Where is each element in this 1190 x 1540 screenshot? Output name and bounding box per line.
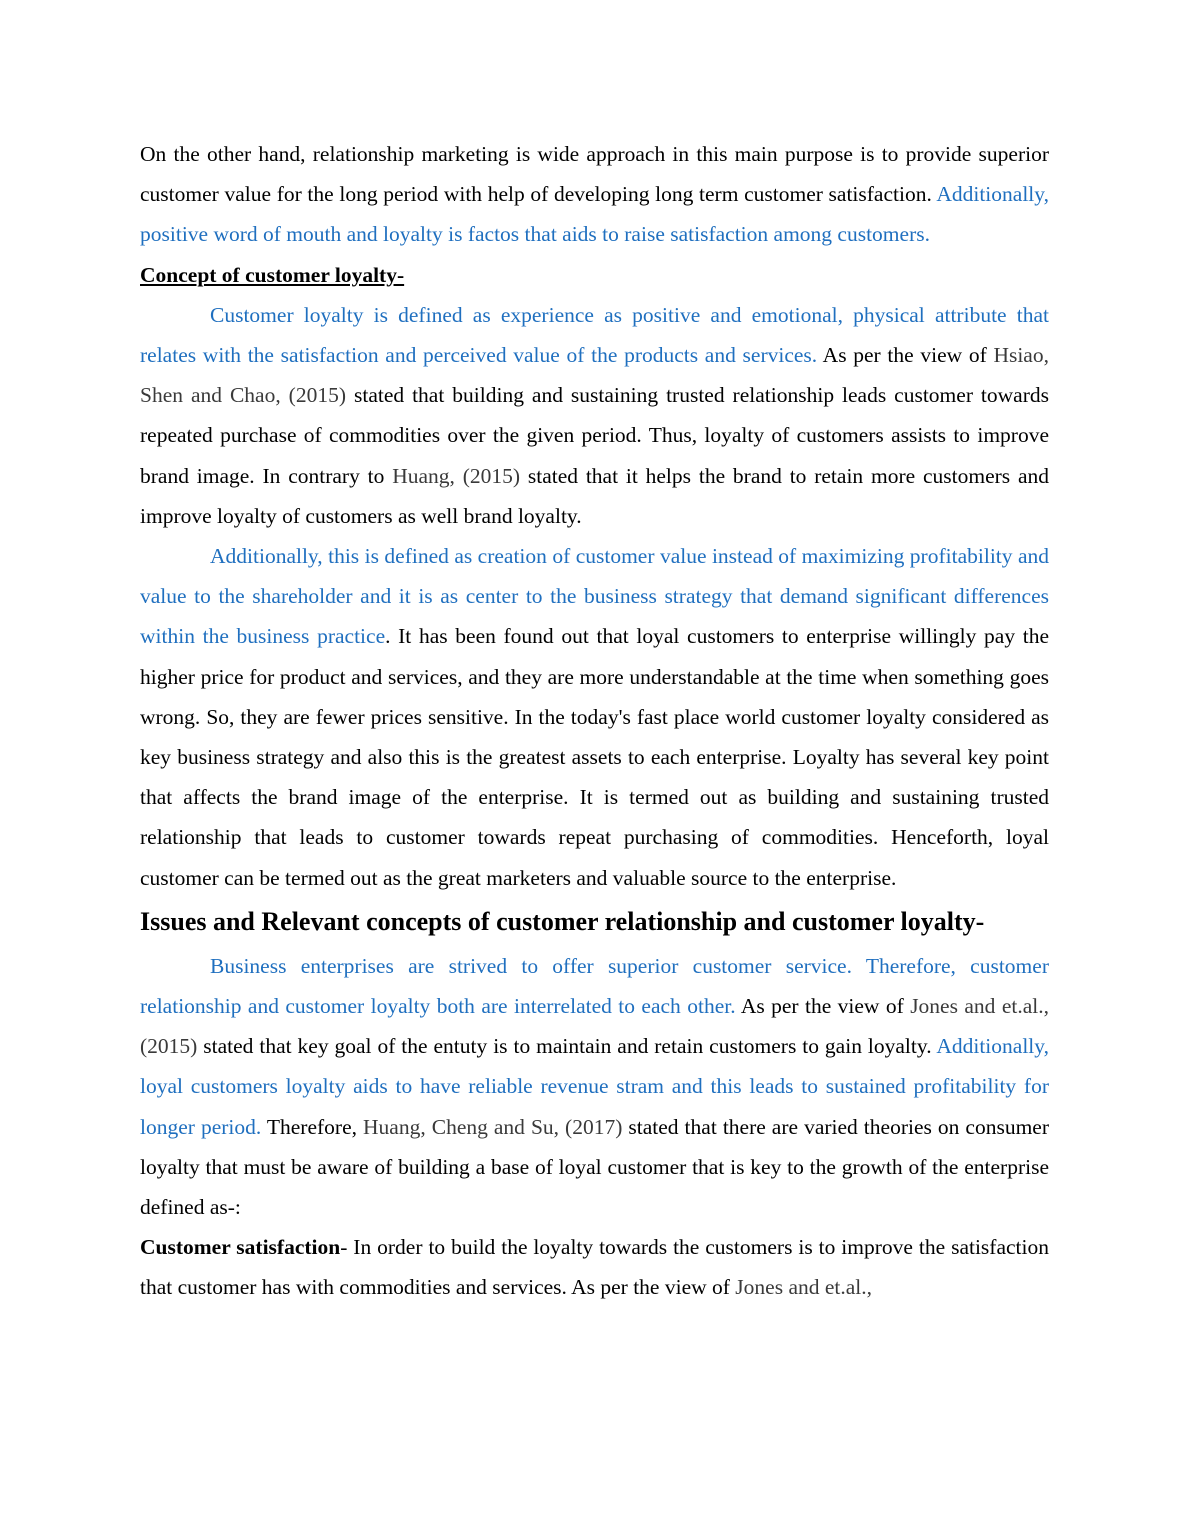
citation: Jones and et.al.,	[735, 1275, 873, 1300]
paragraph-business-enterprises	[140, 946, 1049, 1227]
paragraph-customer-value	[140, 536, 1049, 898]
highlighted-text: Customer loyalty is defined as experience as positive and emotional, physical attribute that relates with the satisfaction and perceived value of the products and services.	[140, 302, 1049, 368]
citation: Huang, (2015)	[392, 463, 521, 488]
highlighted-text: Additionally, this is defined as creation of customer value instead of maximizing profitability and value to the shareholder and it is as center to the business strategy that demand significant differences within the business practice	[140, 544, 1049, 649]
citation: Huang, Cheng and Su, (2017)	[363, 1114, 623, 1139]
heading-concept-of-customer-loyalty: Concept of customer loyalty-	[140, 262, 405, 287]
heading-issues-and-relevant-concepts: Issues and Relevant concepts of customer relationship and customer loyalty-	[140, 906, 985, 936]
citation: Hsiao, Shen and Chao, (2015)	[140, 343, 1049, 408]
paragraph-relationship-marketing	[140, 134, 1049, 255]
paragraph-customer-loyalty-definition	[140, 295, 1049, 536]
text-span: - In order to build the loyalty towards the customers is to improve the satisfaction that customer has with commodities and services. As per the view of	[140, 1235, 1049, 1300]
text-span: As per the view of	[817, 343, 994, 368]
highlighted-text: Additionally, positive word of mouth and loyalty is factos that aids to raise satisfaction among customers.	[140, 182, 1049, 247]
text-span: stated that it helps the brand to retain more customers and improve loyalty of customers as well brand loyalty.	[140, 463, 1050, 528]
text-span: stated that building and sustaining trusted relationship leads customer towards repeated purchase of commodities over the given period. Thus, loyalty of customers assists to improve brand image. In contrary to	[140, 383, 1050, 488]
paragraph-customer-satisfaction	[140, 1227, 1049, 1307]
term-customer-satisfaction: Customer satisfaction	[140, 1235, 341, 1260]
citation: Jones and et.al., (2015)	[140, 994, 1049, 1059]
text-span: Therefore,	[261, 1114, 364, 1139]
highlighted-text: Business enterprises are strived to offer superior customer service. Therefore, customer relationship and customer loyalty both are interrelated to each other.	[140, 953, 1049, 1019]
highlighted-text: Additionally, loyal customers loyalty aids to have reliable revenue stram and this leads to sustained profitability for longer period.	[140, 1034, 1049, 1139]
document-page	[140, 134, 1049, 1308]
text-span: . It has been found out that loyal customers to enterprise willingly pay the higher price for product and services, and they are more understandable at the time when something goes wrong. So, they are fewer prices sensitive. In the today's fast place world customer loyalty considered as key business strategy and also this is the greatest assets to each enterprise. Loyalty has several key point that affects the brand image of the enterprise. It is termed out as building and sustaining trusted relationship that leads to customer towards repeat purchasing of commodities. Henceforth, loyal customer can be termed out as the great marketers and valuable source to the enterprise.	[140, 624, 1049, 890]
text-span: As per the view of	[735, 994, 911, 1019]
text-span: On the other hand, relationship marketing is wide approach in this main purpose is to provide superior customer value for the long period with help of developing long term customer satisfaction.	[140, 142, 1049, 207]
text-span: stated that there are varied theories on consumer loyalty that must be aware of building a base of loyal customer that is key to the growth of the enterprise defined as-:	[140, 1114, 1049, 1220]
text-span: stated that key goal of the entuty is to maintain and retain customers to gain loyalty.	[197, 1034, 937, 1059]
